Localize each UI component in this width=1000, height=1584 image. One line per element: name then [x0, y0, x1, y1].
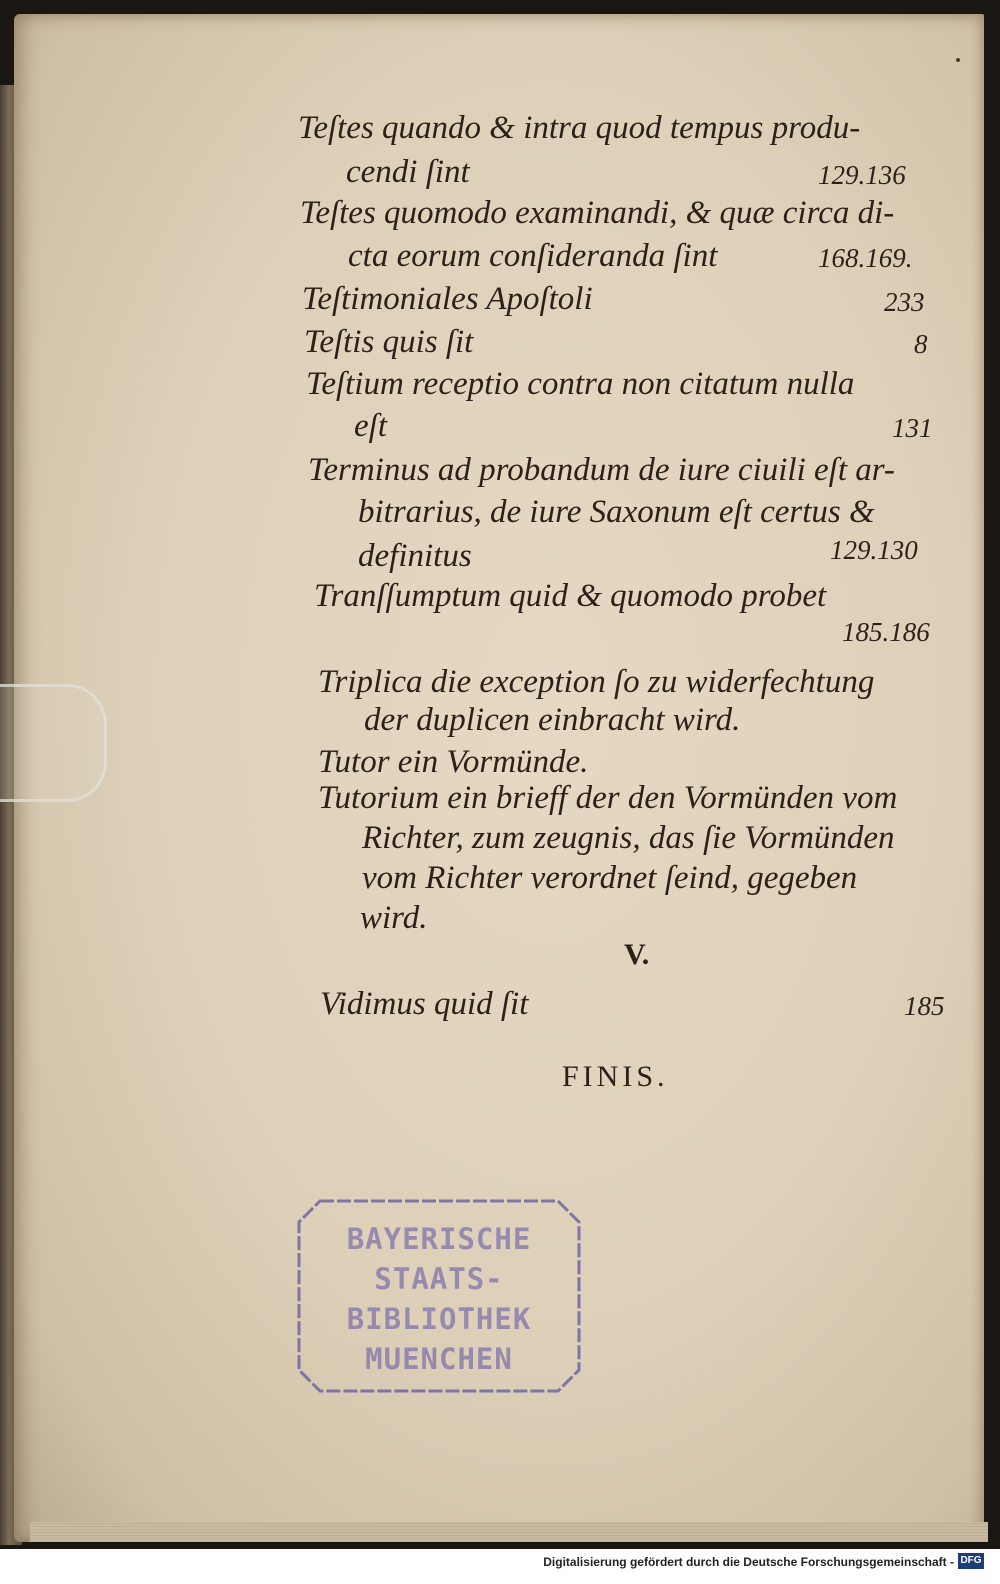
- entry-6-line-3: definitus: [358, 538, 472, 574]
- entry-7-pages: 185.186: [842, 617, 930, 647]
- entry-4-line-1: Teſtis quis ſit: [304, 324, 474, 360]
- entry-5-line-1: Teſtium receptio contra non citatum nulla: [306, 366, 855, 402]
- entry-6-line-2: bitrarius, de iure Saxonum eſt certus &: [358, 494, 875, 530]
- entry-5-line-2: eſt: [354, 408, 387, 444]
- page-clip: [0, 684, 107, 802]
- ink-speck: [956, 58, 960, 62]
- stamp-line-1: BAYERISCHE: [346, 1222, 532, 1256]
- dfg-logo-icon: DFG: [958, 1553, 984, 1569]
- entry-2-line-1: Teſtes quomodo examinandi, & quæ circa di-: [300, 195, 895, 231]
- entry-8-line-1: Triplica die exception ſo zu widerfechtung: [318, 664, 875, 700]
- stamp-line-2: STAATS-: [374, 1262, 504, 1296]
- entry-10-line-4: wird.: [360, 900, 428, 936]
- footer-credit: Digitalisierung gefördert durch die Deutsche Forschungsgemeinschaft -: [543, 1555, 954, 1569]
- entry-6-pages: 129.130: [830, 535, 918, 565]
- entry-2-line-2: cta eorum conſideranda ſint: [348, 238, 718, 274]
- entry-10-line-1: Tutorium ein brieff der den Vormünden vom: [318, 780, 898, 816]
- v-entry-pages: 185: [904, 991, 945, 1021]
- page-stack-edge: [30, 1522, 988, 1542]
- entry-10-line-3: vom Richter verordnet ſeind, gegeben: [362, 860, 858, 896]
- stamp-line-4: MUENCHEN: [365, 1342, 513, 1376]
- entry-8-line-2: der duplicen einbracht wird.: [364, 702, 741, 738]
- entry-1-pages: 129.136: [818, 160, 906, 190]
- entry-7-line-1: Tranſſumptum quid & quomodo probet: [314, 578, 827, 614]
- entry-4-pages: 8: [914, 329, 928, 359]
- entry-9-line-1: Tutor ein Vormünde.: [318, 744, 589, 780]
- entry-5-pages: 131: [892, 413, 933, 443]
- finis-text: FINIS.: [562, 1060, 669, 1093]
- entry-6-line-1: Terminus ad probandum de iure ciuili eſt ar-: [308, 452, 895, 488]
- entry-10-line-2: Richter, zum zeugnis, das ſie Vormünden: [362, 820, 895, 856]
- entry-3-pages: 233: [884, 287, 925, 317]
- v-entry-text: Vidimus quid ſit: [320, 986, 529, 1022]
- section-letter-heading: V.: [624, 938, 650, 971]
- entry-1-line-1: Teſtes quando & intra quod tempus produ-: [298, 110, 861, 146]
- entry-2-pages: 168.169.: [818, 243, 913, 273]
- entry-1-line-2: cendi ſint: [346, 154, 470, 190]
- stamp-line-3: BIBLIOTHEK: [346, 1302, 532, 1336]
- entry-3-line-1: Teſtimoniales Apoſtoli: [302, 281, 593, 317]
